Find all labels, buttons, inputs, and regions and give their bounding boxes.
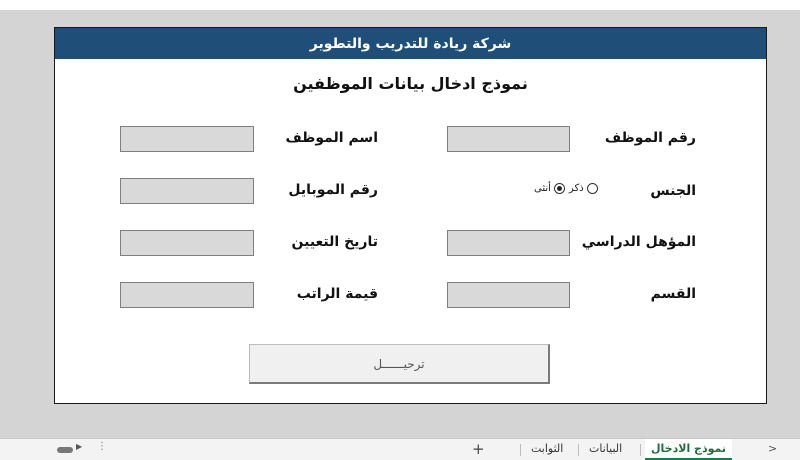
employee-name-label: اسم الموظف — [285, 130, 378, 146]
hire-date-field[interactable] — [120, 230, 254, 256]
scroll-right-arrow-icon[interactable]: ▶ — [76, 442, 83, 451]
mobile-field[interactable] — [120, 178, 254, 204]
department-label: القسم — [650, 286, 696, 302]
tab-data[interactable]: البيانات — [589, 442, 623, 455]
gender-radio-group — [534, 183, 598, 194]
toolbar-strip — [0, 0, 800, 10]
employee-name-field[interactable] — [120, 126, 254, 152]
tab-separator — [520, 444, 521, 456]
gender-option-male[interactable] — [569, 183, 598, 194]
salary-label: قيمة الراتب — [296, 286, 378, 302]
employee-id-label: رقم الموظف — [604, 130, 696, 146]
hire-date-label: تاريخ التعيين — [291, 234, 378, 250]
employee-form — [54, 27, 767, 404]
department-field[interactable] — [447, 282, 570, 308]
submit-button[interactable]: ترحيــــــل — [249, 344, 550, 384]
gender-male-label: ذكر — [568, 183, 584, 194]
horizontal-scrollbar-thumb[interactable] — [57, 447, 73, 453]
gender-label: الجنس — [650, 183, 696, 199]
employee-id-field[interactable] — [447, 126, 570, 152]
gender-option-female[interactable] — [534, 183, 565, 194]
qualification-label: المؤهل الدراسي — [581, 234, 696, 250]
company-header: شركة ريادة للتدريب والتطوير — [55, 28, 766, 59]
form-title: نموذج ادخال بيانات الموظفين — [293, 74, 528, 93]
tab-input-form[interactable]: نموذج الادخال — [645, 439, 732, 460]
tab-separator — [640, 444, 641, 456]
sheet-tab-bar — [0, 438, 800, 460]
gender-female-label: أنثى — [534, 183, 551, 194]
more-options-icon[interactable]: ⋮ — [97, 441, 107, 452]
mobile-label: رقم الموبايل — [288, 182, 378, 198]
salary-field[interactable] — [120, 282, 254, 308]
tab-constants[interactable]: الثوابت — [531, 442, 564, 455]
tab-separator — [578, 444, 579, 456]
tab-nav-arrow[interactable]: > — [768, 442, 778, 455]
radio-female[interactable] — [554, 183, 565, 194]
qualification-field[interactable] — [447, 230, 570, 256]
radio-male[interactable] — [587, 183, 598, 194]
add-sheet-button[interactable]: + — [472, 440, 485, 458]
